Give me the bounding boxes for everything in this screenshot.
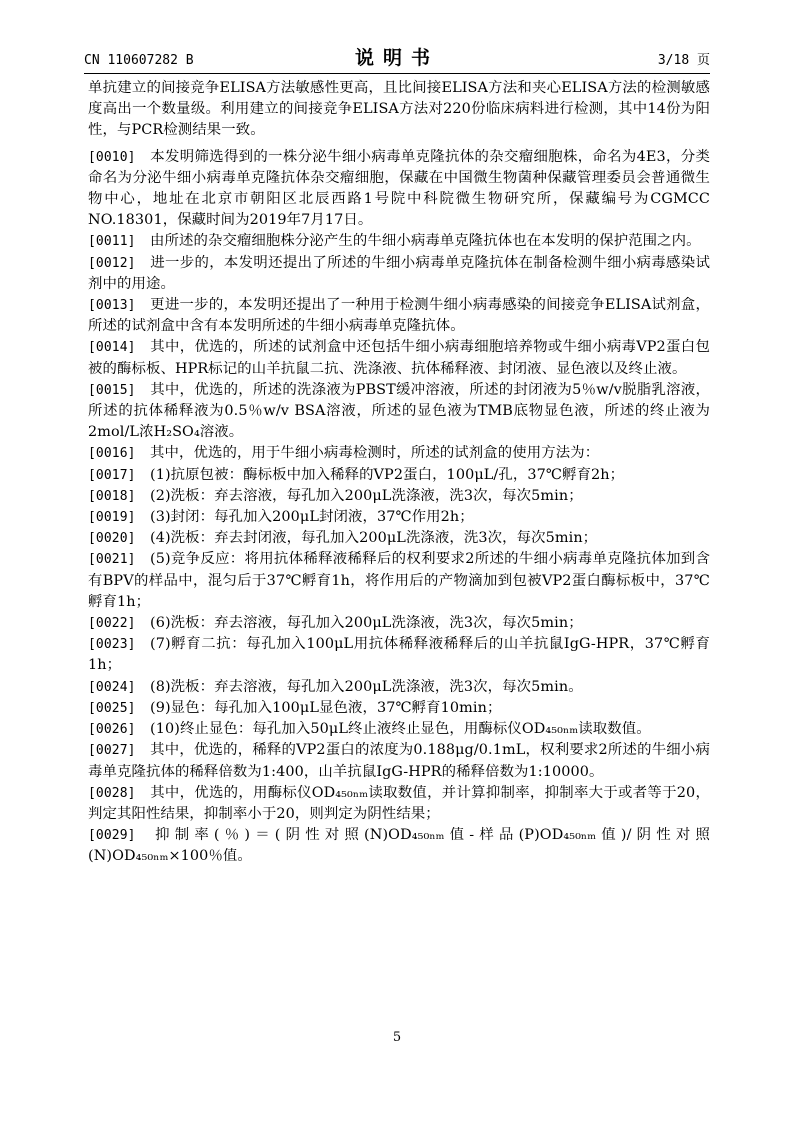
paragraph-number: [0018] (88, 488, 136, 504)
paragraph-0010 (88, 147, 710, 232)
paragraph-number: [0025] (88, 700, 136, 716)
paragraph-0012 (88, 253, 710, 295)
paragraph-number: [0026] (88, 722, 136, 738)
paragraph-0027 (88, 740, 710, 782)
paragraph-text: 其中，优选的，所述的洗涤液为PBST缓冲溶液，所述的封闭液为5％w/v脱脂乳溶液，所述的抗体稀释液为0.5％w/v BSA溶液，所述的显色液为TMB底物显色液，所述的终止液为2mol/L浓H₂SO₄溶液。 (88, 381, 710, 441)
paragraph-number: [0011] (88, 234, 136, 250)
paragraph-number: [0020] (88, 531, 136, 547)
paragraph-number: [0019] (88, 510, 136, 526)
paragraph-0016 (88, 443, 710, 464)
paragraph-0020 (88, 528, 710, 549)
paragraph-text: (9)显色：每孔加入100μL显色液，37℃孵育10min； (150, 699, 502, 716)
paragraph-text: (4)洗板：弃去封闭液，每孔加入200μL洗涤液，洗3次，每次5min； (150, 530, 598, 547)
paragraph-text: 单抗建立的间接竞争ELISA方法敏感性更高，且比间接ELISA方法和夹心ELISA方法的检测敏感度高出一个数量级。利用建立的间接竞争ELISA方法对220份临床病料进行检测，其中14份为阳性，与PCR检测结果一致。 (88, 80, 710, 139)
paragraph-number: [0010] (88, 149, 136, 165)
paragraph-text: 其中，优选的，所述的试剂盒中还包括牛细小病毒细胞培养物或牛细小病毒VP2蛋白包被的酶标板、HPR标记的山羊抗鼠二抗、洗涤液、抗体稀释液、封闭液、显色液以及终止液。 (88, 339, 710, 377)
paragraph-number: [0021] (88, 552, 136, 568)
paragraph-0021 (88, 549, 710, 613)
paragraph-number: [0016] (88, 446, 136, 462)
document-title: 说明书 (354, 47, 439, 69)
paragraph-0026 (88, 719, 710, 740)
page-counter: 3/18 页 (657, 53, 710, 68)
paragraph-number: [0012] (88, 255, 136, 271)
paragraph-number: [0022] (88, 616, 136, 632)
paragraph-text: (5)竞争反应：将用抗体稀释液稀释后的权利要求2所述的牛细小病毒单克隆抗体加到含有BPV的样品中，混匀后于37℃孵育1h，将作用后的产物滴加到包被VP2蛋白酶标板中，37℃孵育1h； (88, 551, 710, 610)
paragraph-0014 (88, 337, 710, 379)
paragraph-text: 其中，优选的，稀释的VP2蛋白的浓度为0.188μg/0.1mL，权利要求2所述的牛细小病毒单克隆抗体的稀释倍数为1:400，山羊抗鼠IgG-HPR的稀释倍数为1:10000。 (88, 742, 710, 780)
paragraph-number: [0015] (88, 382, 136, 398)
page-number: 5 (392, 1030, 402, 1045)
paragraph-0017 (88, 465, 710, 486)
publication-number: CN 110607282 B (84, 53, 194, 68)
paragraph-0019 (88, 507, 710, 528)
paragraph-number: [0028] (88, 785, 136, 801)
document-body (88, 78, 710, 868)
paragraph-text: 由所述的杂交瘤细胞株分泌产生的牛细小病毒单克隆抗体也在本发明的保护范围之内。 (150, 233, 701, 250)
paragraph-0029 (88, 825, 710, 867)
header-rule (84, 73, 710, 74)
paragraph-text: 更进一步的，本发明还提出了一种用于检测牛细小病毒感染的间接竞争ELISA试剂盒，所述的试剂盒中含有本发明所述的牛细小病毒单克隆抗体。 (88, 297, 710, 335)
paragraph-0022 (88, 613, 710, 634)
paragraph-number: [0029] (88, 828, 136, 844)
paragraph-text: (6)洗板：弃去溶液，每孔加入200μL洗涤液，洗3次，每次5min； (150, 615, 583, 632)
paragraph-0011 (88, 231, 710, 252)
paragraph-text: (8)洗板：弃去溶液，每孔加入200μL洗涤液，洗3次，每次5min。 (150, 678, 583, 695)
paragraph-text: 抑制率(％)＝(阴性对照(N)OD₄₅₀ₙₘ值-样品(P)OD₄₅₀ₙₘ值)/阴性对照(N)OD₄₅₀ₙₘ×100％值。 (88, 827, 710, 865)
paragraph-number: [0027] (88, 743, 136, 759)
paragraph-number: [0013] (88, 298, 136, 314)
paragraph-text: (7)孵育二抗：每孔加入100μL用抗体稀释液稀释后的山羊抗鼠IgG-HPR，37℃孵育1h； (88, 636, 710, 674)
paragraph-text: 其中，优选的，用酶标仪OD₄₅₀ₙₘ读取数值，并计算抑制率，抑制率大于或者等于20，判定其阳性结果，抑制率小于20，则判定为阴性结果； (88, 784, 710, 822)
paragraph-text: 其中，优选的，用于牛细小病毒检测时，所述的试剂盒的使用方法为： (150, 445, 600, 462)
paragraph-continuation (88, 78, 710, 142)
paragraph-text: (2)洗板：弃去溶液，每孔加入200μL洗涤液，洗3次，每次5min； (150, 487, 583, 504)
paragraph-number: [0023] (88, 637, 136, 653)
paragraph-0024 (88, 677, 710, 698)
paragraph-0025 (88, 698, 710, 719)
page-header (84, 44, 710, 70)
paragraph-0028 (88, 783, 710, 825)
paragraph-text: (3)封闭：每孔加入200μL封闭液，37℃作用2h； (150, 509, 474, 526)
paragraph-text: (1)抗原包被：酶标板中加入稀释的VP2蛋白，100μL/孔，37℃孵育2h； (150, 466, 625, 483)
paragraph-0018 (88, 486, 710, 507)
paragraph-0013 (88, 295, 710, 337)
paragraph-number: [0014] (88, 340, 136, 356)
paragraph-text: 进一步的，本发明还提出了所述的牛细小病毒单克隆抗体在制备检测牛细小病毒感染试剂中的用途。 (88, 254, 710, 292)
paragraph-0023 (88, 634, 710, 676)
paragraph-number: [0017] (88, 467, 136, 483)
paragraph-0015 (88, 380, 710, 444)
paragraph-number: [0024] (88, 679, 136, 695)
paragraph-text: (10)终止显色：每孔加入50μL终止液终止显色，用酶标仪OD₄₅₀ₙₘ读取数值。 (150, 721, 651, 738)
paragraph-text: 本发明筛选得到的一株分泌牛细小病毒单克隆抗体的杂交瘤细胞株，命名为4E3，分类命名为分泌牛细小病毒单克隆抗体杂交瘤细胞，保藏在中国微生物菌种保藏管理委员会普通微生物中心，地址在北京市朝阳区北辰西路1号院中科院微生物研究所，保藏编号为CGMCC NO.18301，保藏时间为2019年7月17日。 (88, 148, 710, 229)
